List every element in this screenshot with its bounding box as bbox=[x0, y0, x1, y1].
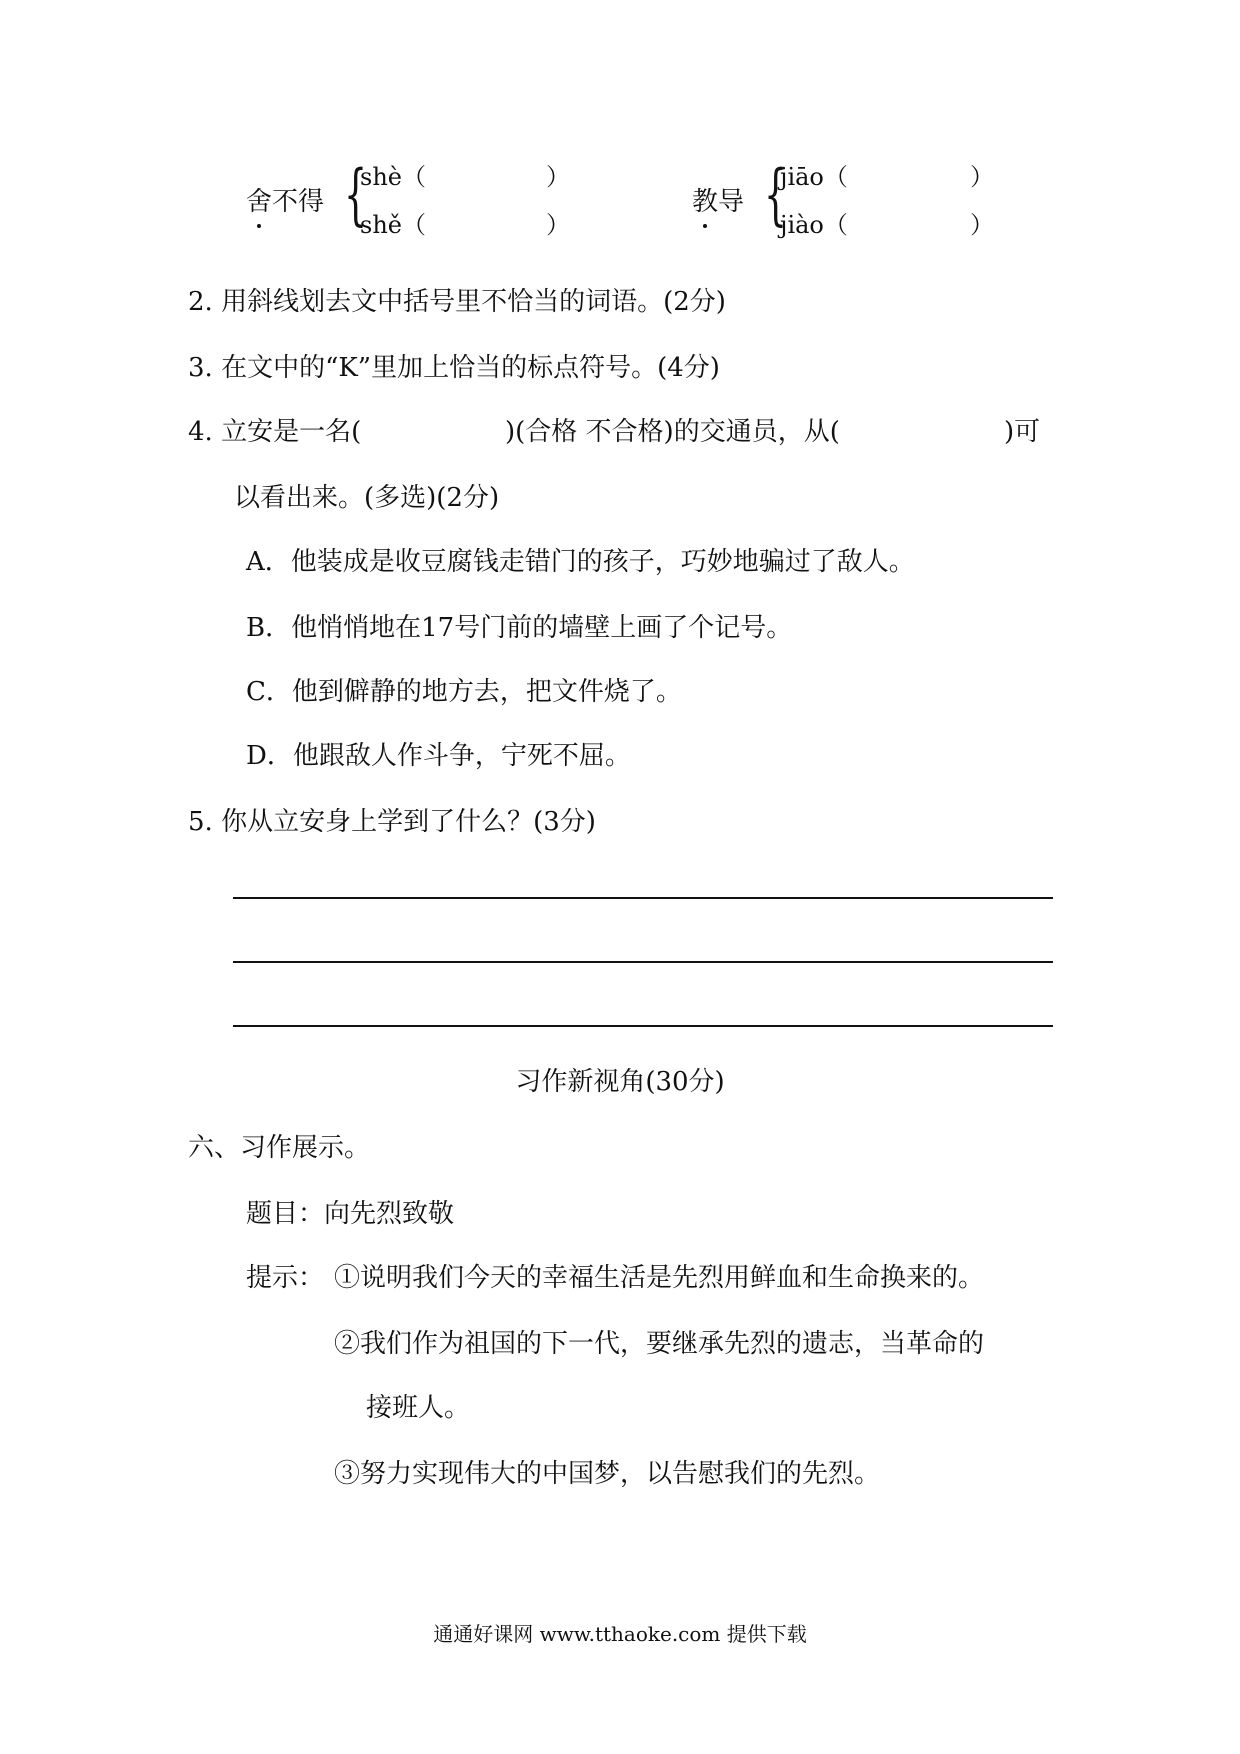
close-paren: ） bbox=[546, 211, 570, 239]
question-3: 3. 在文中的“K”里加上恰当的标点符号。(4分) bbox=[188, 353, 720, 383]
option-b: B．他悄悄地在17号门前的墙壁上画了个记号。 bbox=[246, 613, 793, 643]
question-2: 2. 用斜线划去文中括号里不恰当的词语。(2分) bbox=[188, 287, 726, 317]
question-4-line-1: 4. 立安是一名( bbox=[188, 417, 362, 447]
question-5: 5. 你从立安身上学到了什么？(3分) bbox=[188, 807, 596, 837]
pinyin-reading-2a: jiāo（ bbox=[780, 163, 848, 191]
answer-line[interactable] bbox=[233, 961, 1053, 963]
close-paren: ） bbox=[546, 163, 570, 191]
brace-icon: { bbox=[764, 156, 788, 233]
option-a: A．他装成是收豆腐钱走错门的孩子，巧妙地骗过了敌人。 bbox=[246, 547, 915, 577]
question-4-line-2: 以看出来。(多选)(2分) bbox=[234, 483, 500, 513]
pinyin-reading-2b: jiào（ bbox=[780, 211, 848, 239]
pinyin-reading-1a: shè（ bbox=[360, 163, 426, 191]
tip-1: ①说明我们今天的幸福生活是先烈用鲜血和生命换来的。 bbox=[334, 1263, 985, 1293]
close-paren: ） bbox=[970, 211, 994, 239]
dotted-char: 舍 bbox=[246, 184, 272, 220]
question-4-line-1c: )可 bbox=[1004, 417, 1041, 447]
tip-2: ②我们作为祖国的下一代，要继承先烈的遗志，当革命的 bbox=[334, 1329, 985, 1359]
writing-topic: 题目：向先烈致敬 bbox=[246, 1199, 455, 1229]
answer-line[interactable] bbox=[233, 1025, 1053, 1027]
pinyin-word-1 bbox=[246, 184, 324, 220]
tip-3: ③努力实现伟大的中国梦，以告慰我们的先烈。 bbox=[334, 1459, 881, 1489]
tips-label: 提示： bbox=[246, 1263, 325, 1293]
pinyin-word-2 bbox=[692, 184, 744, 220]
pinyin-reading-1b: shě（ bbox=[360, 211, 426, 239]
tip-2-continued: 接班人。 bbox=[366, 1393, 471, 1423]
answer-line[interactable] bbox=[233, 897, 1053, 899]
word-suffix: 不得 bbox=[272, 187, 325, 217]
close-paren: ） bbox=[970, 163, 994, 191]
footer: 通通好课网 www.tthaoke.com 提供下载 bbox=[433, 1622, 807, 1646]
option-c: C．他到僻静的地方去，把文件烧了。 bbox=[246, 677, 682, 707]
option-d: D．他跟敌人作斗争，宁死不屈。 bbox=[246, 741, 631, 771]
question-4-line-1b: )(合格 不合格)的交通员，从( bbox=[505, 417, 840, 447]
word-suffix: 导 bbox=[718, 187, 745, 217]
section-title: 习作新视角(30分) bbox=[515, 1067, 725, 1097]
dotted-char: 教 bbox=[692, 184, 718, 220]
writing-heading: 六、习作展示。 bbox=[188, 1133, 371, 1163]
brace-icon: { bbox=[344, 156, 368, 233]
